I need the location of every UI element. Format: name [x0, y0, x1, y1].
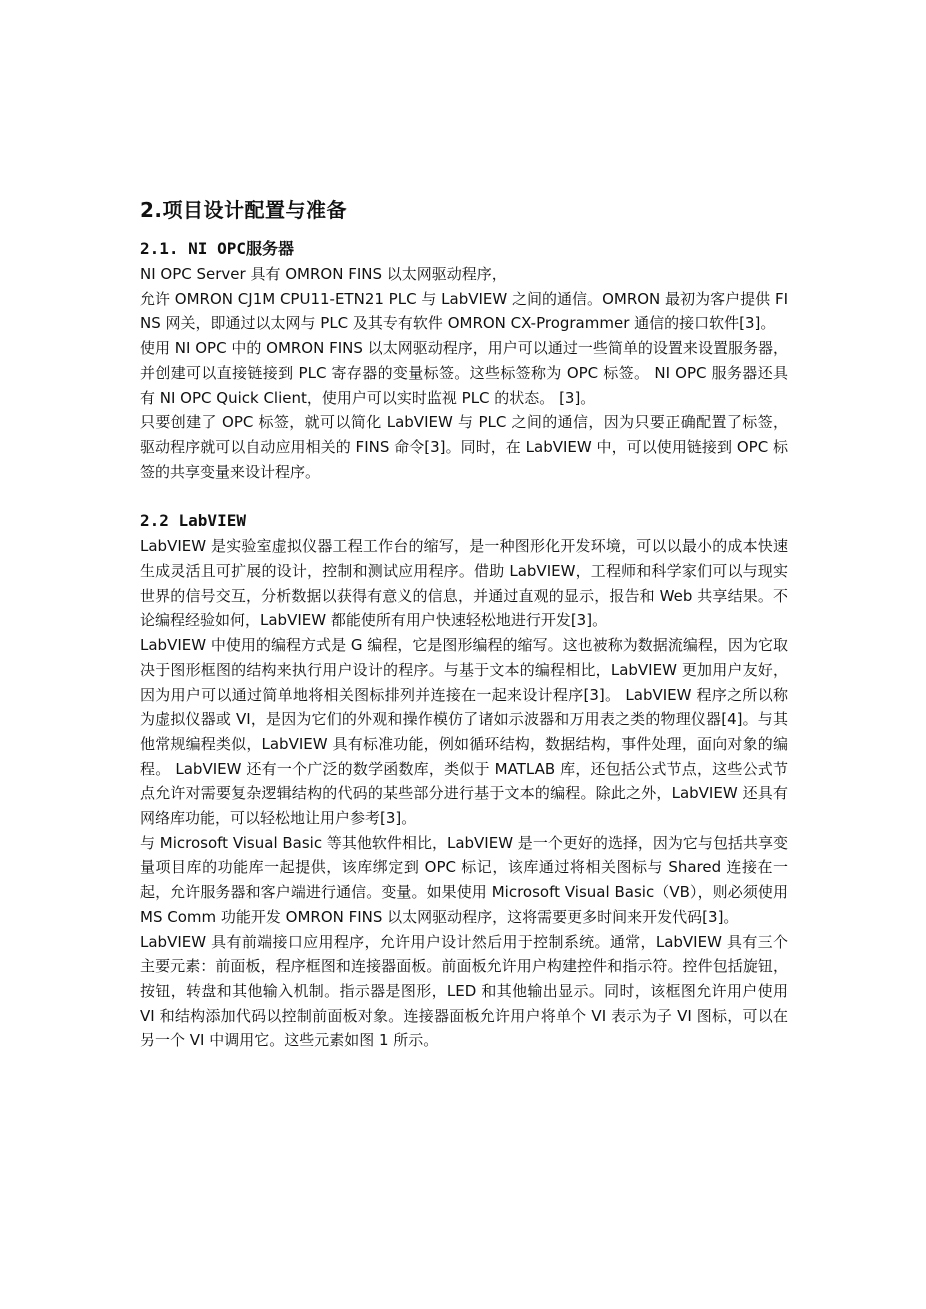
- paragraph: 使用 NI OPC 中的 OMRON FINS 以太网驱动程序，用户可以通过一些简单的设置来设置服务器，并创建可以直接链接到 PLC 寄存器的变量标签。这些标签称为 OPC 标签。 NI OPC 服务器还具有 NI OPC Quick Client，使用户可以实时监视 PLC 的状态。 [3]。: [140, 339, 788, 407]
- paragraph: 与 Microsoft Visual Basic 等其他软件相比，LabVIEW 是一个更好的选择，因为它与包括共享变量项目库的功能库一起提供，该库绑定到 OPC 标记，该库通过将相关图标与 Shared 连接在一起，允许服务器和客户端进行通信。变量。如果使用 Microsoft Visual Basic（VB），则必须使用 MS Comm 功能开发 OMRON FINS 以太网驱动程序，这将需要更多时间来开发代码[3]。: [140, 833, 788, 926]
- section-spacer: [140, 484, 788, 508]
- subsection-title-ni-opc: 2.1. NI OPC服务器: [140, 239, 294, 258]
- paragraph: LabVIEW 中使用的编程方式是 G 编程，它是图形编程的缩写。这也被称为数据流编程，因为它取决于图形框图的结构来执行用户设计的程序。与基于文本的编程相比，LabVIEW 更加用户友好，因为用户可以通过简单地将相关图标排列并连接在一起来设计程序[3]。 LabVIEW 程序之所以称为虚拟仪器或 VI，是因为它们的外观和操作模仿了诸如示波器和万用表之类的物理仪器[4]。与其他常规编程类似，LabVIEW 具有标准功能，例如循环结构，数据结构，事件处理，面向对象的编程。 LabVIEW 还有一个广泛的数学函数库，类似于 MATLAB 库，还包括公式节点，这些公式节点允许对需要复杂逻辑结构的代码的某些部分进行基于文本的编程。除此之外，LabVIEW 还具有网络库功能，可以轻松地让用户参考[3]。: [140, 636, 788, 828]
- section-title: 2.项目设计配置与准备: [140, 198, 348, 222]
- paragraph: LabVIEW 具有前端接口应用程序，允许用户设计然后用于控制系统。通常，LabVIEW 具有三个主要元素：前面板，程序框图和连接器面板。前面板允许用户构建控件和指示符。控件包括旋钮，按钮，转盘和其他输入机制。指示器是图形，LED 和其他输出显示。同时，该框图允许用户使用 VI 和结构添加代码以控制前面板对象。连接器面板允许用户将单个 VI 表示为子 VI 图标，可以在另一个 VI 中调用它。这些元素如图 1 所示。: [140, 932, 788, 1050]
- document-page: [140, 194, 788, 1053]
- paragraph: 允许 OMRON CJ1M CPU11-ETN21 PLC 与 LabVIEW 之间的通信。OMRON 最初为客户提供 FINS 网关，即通过以太网与 PLC 及其专有软件 OMRON CX-Programmer 通信的接口软件[3]。: [140, 289, 788, 333]
- paragraph: NI OPC Server 具有 OMRON FINS 以太网驱动程序，: [140, 265, 507, 283]
- subsection-title-labview: 2.2 LabVIEW: [140, 511, 246, 531]
- paragraph: LabVIEW 是实验室虚拟仪器工程工作台的缩写，是一种图形化开发环境，可以以最小的成本快速生成灵活且可扩展的设计，控制和测试应用程序。借助 LabVIEW，工程师和科学家们可以与现实世界的信号交互，分析数据以获得有意义的信息，并通过直观的显示，报告和 Web 共享结果。不论编程经验如何，LabVIEW 都能使所有用户快速轻松地进行开发[3]。: [140, 537, 788, 630]
- paragraph: 只要创建了 OPC 标签，就可以简化 LabVIEW 与 PLC 之间的通信，因为只要正确配置了标签，驱动程序就可以自动应用相关的 FINS 命令[3]。同时，在 LabVIEW 中，可以使用链接到 OPC 标签的共享变量来设计程序。: [140, 413, 788, 481]
